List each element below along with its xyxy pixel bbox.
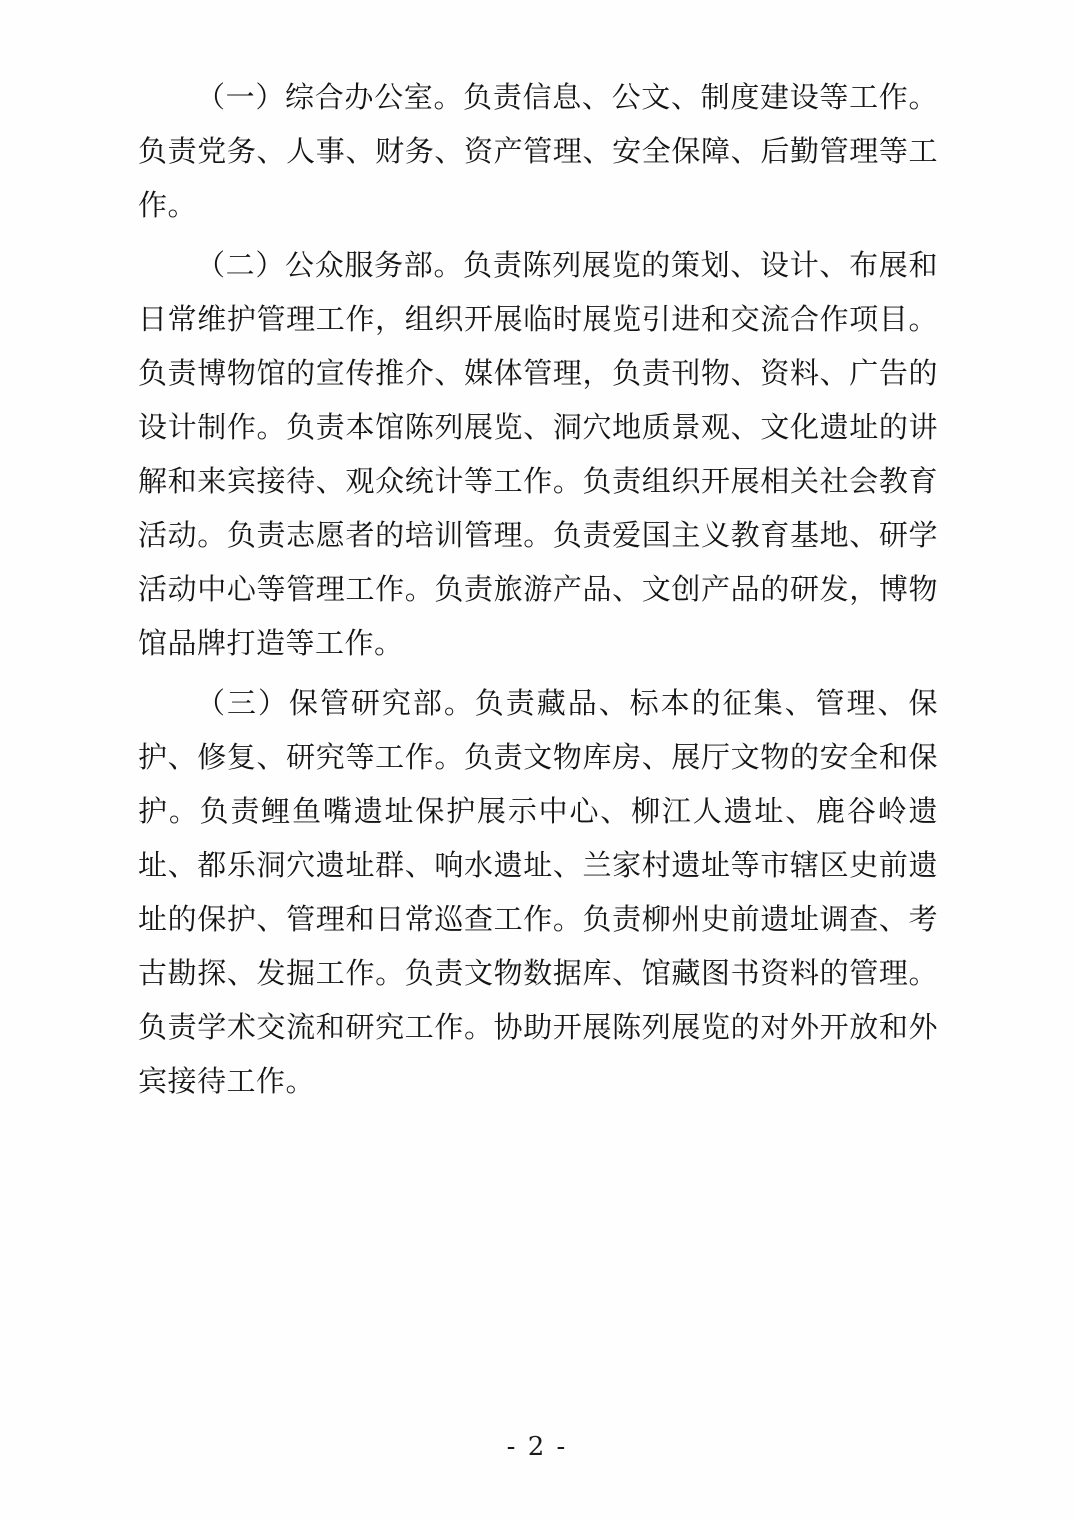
paragraph-3: （三）保管研究部。负责藏品、标本的征集、管理、保护、修复、研究等工作。负责文物库房、展厅文物的安全和保护。负责鲤鱼嘴遗址保护展示中心、柳江人遗址、鹿谷岭遗址、都乐洞穴遗址群、响水遗址、兰家村遗址等市辖区史前遗址的保护、管理和日常巡查工作。负责柳州史前遗址调查、考古勘探、发掘工作。负责文物数据库、馆藏图书资料的管理。负责学术交流和研究工作。协助开展陈列展览的对外开放和外宾接待工作。 — [138, 686, 938, 1098]
paragraph-2: （二）公众服务部。负责陈列展览的策划、设计、布展和日常维护管理工作，组织开展临时展览引进和交流合作项目。负责博物馆的宣传推介、媒体管理，负责刊物、资料、广告的设计制作。负责本馆陈列展览、洞穴地质景观、文化遗址的讲解和来宾接待、观众统计等工作。负责组织开展相关社会教育活动。负责志愿者的培训管理。负责爱国主义教育基地、研学活动中心等管理工作。负责旅游产品、文创产品的研发，博物馆品牌打造等工作。 — [138, 248, 938, 660]
page-number: - 2 - — [506, 1432, 568, 1462]
document-body — [138, 70, 938, 1108]
paragraph-1: （一）综合办公室。负责信息、公文、制度建设等工作。负责党务、人事、财务、资产管理、安全保障、后勤管理等工作。 — [138, 80, 938, 222]
